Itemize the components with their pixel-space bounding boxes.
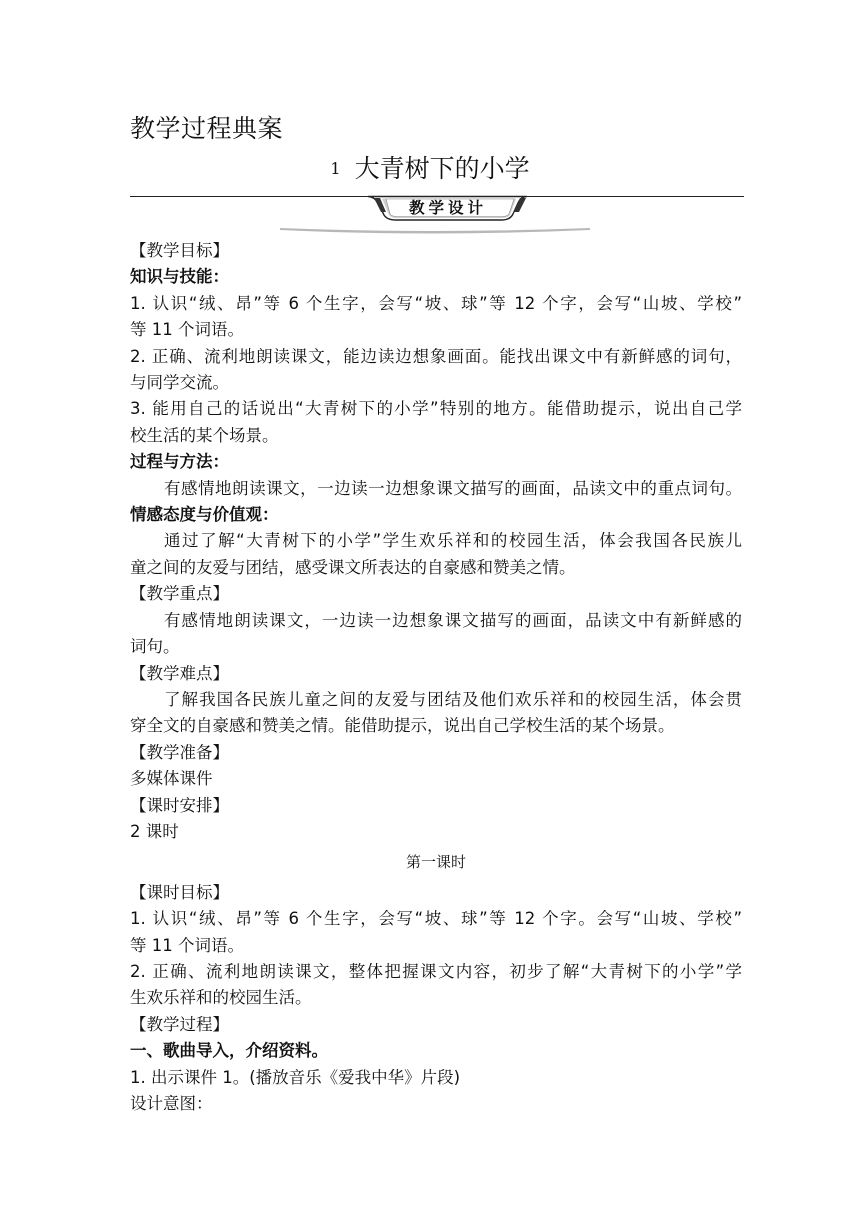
preparation-text: 多媒体课件 <box>130 769 213 789</box>
schedule-text: 2 课时 <box>130 821 179 841</box>
difficulties-text-cont: 穿全文的自豪感和赞美之情。能借助提示，说出自己学校生活的某个场景。 <box>130 716 675 736</box>
attitude-values-text: 通过了解“大青树下的小学”学生欢乐祥和的校园生活，体会我国各民族儿 <box>164 531 742 551</box>
section-heading-difficulties: 【教学难点】 <box>130 663 229 683</box>
subheading-knowledge-skills: 知识与技能： <box>130 267 229 287</box>
section-heading-schedule: 【课时安排】 <box>130 795 229 815</box>
process-step-1-heading: 一、歌曲导入，介绍资料。 <box>130 1041 328 1061</box>
objective-item-3-cont: 校生活的某个场景。 <box>130 425 279 445</box>
process-step-1-item: 1. 出示课件 1。(播放音乐《爱我中华》片段) <box>130 1067 461 1087</box>
section-banner <box>130 188 744 238</box>
period-heading: 第一课时 <box>405 853 466 872</box>
lesson-title: 大青树下的小学 <box>354 154 530 183</box>
objective-item-1-cont: 等 11 个词语。 <box>130 320 244 340</box>
subheading-process-method: 过程与方法： <box>130 452 229 472</box>
objective-item-1: 1. 认识“绒、昂”等 6 个生字，会写“坡、球”等 12 个字，会写“山坡、学校” <box>130 293 742 313</box>
objective-item-3: 3. 能用自己的话说出“大青树下的小学”特别的地方。能借助提示，说出自己学 <box>130 399 742 419</box>
difficulties-text: 了解我国各民族儿童之间的友爱与团结及他们欢乐祥和的校园生活，体会贯 <box>164 689 742 709</box>
process-method-text: 有感情地朗读课文，一边读一边想象课文描写的画面，品读文中的重点词句。 <box>164 478 742 498</box>
document-body <box>130 238 742 1117</box>
document-title: 教学过程典案 <box>130 114 284 143</box>
lesson-heading <box>0 152 860 186</box>
period-objective-item-1-cont: 等 11 个词语。 <box>130 935 244 955</box>
section-heading-objectives: 【教学目标】 <box>130 241 229 260</box>
section-heading-preparation: 【教学准备】 <box>130 742 229 762</box>
period-objective-item-1: 1. 认识“绒、昂”等 6 个生字，会写“坡、球”等 12 个字。会写“山坡、学校” <box>130 909 742 929</box>
key-points-text-cont: 词句。 <box>130 637 180 657</box>
subheading-attitude-values: 情感态度与价值观： <box>130 505 279 525</box>
section-heading-period-objectives: 【课时目标】 <box>130 882 229 902</box>
objective-item-2: 2. 正确、流利地朗读课文，能边读边想象画面。能找出课文中有新鲜感的词句， <box>130 346 742 366</box>
section-heading-key-points: 【教学重点】 <box>130 584 229 604</box>
objective-item-2-cont: 与同学交流。 <box>130 373 229 393</box>
attitude-values-text-cont: 童之间的友爱与团结，感受课文所表达的自豪感和赞美之情。 <box>130 557 576 577</box>
period-objective-item-2-cont: 生欢乐祥和的校园生活。 <box>130 988 312 1008</box>
section-heading-process: 【教学过程】 <box>130 1014 229 1034</box>
banner-label: 教学设计 <box>408 199 488 217</box>
lesson-number: 1 <box>330 159 341 178</box>
period-objective-item-2: 2. 正确、流利地朗读课文，整体把握课文内容，初步了解“大青树下的小学”学 <box>130 961 742 981</box>
design-intent-label: 设计意图： <box>130 1094 213 1113</box>
key-points-text: 有感情地朗读课文，一边读一边想象课文描写的画面，品读文中有新鲜感的 <box>164 610 742 630</box>
